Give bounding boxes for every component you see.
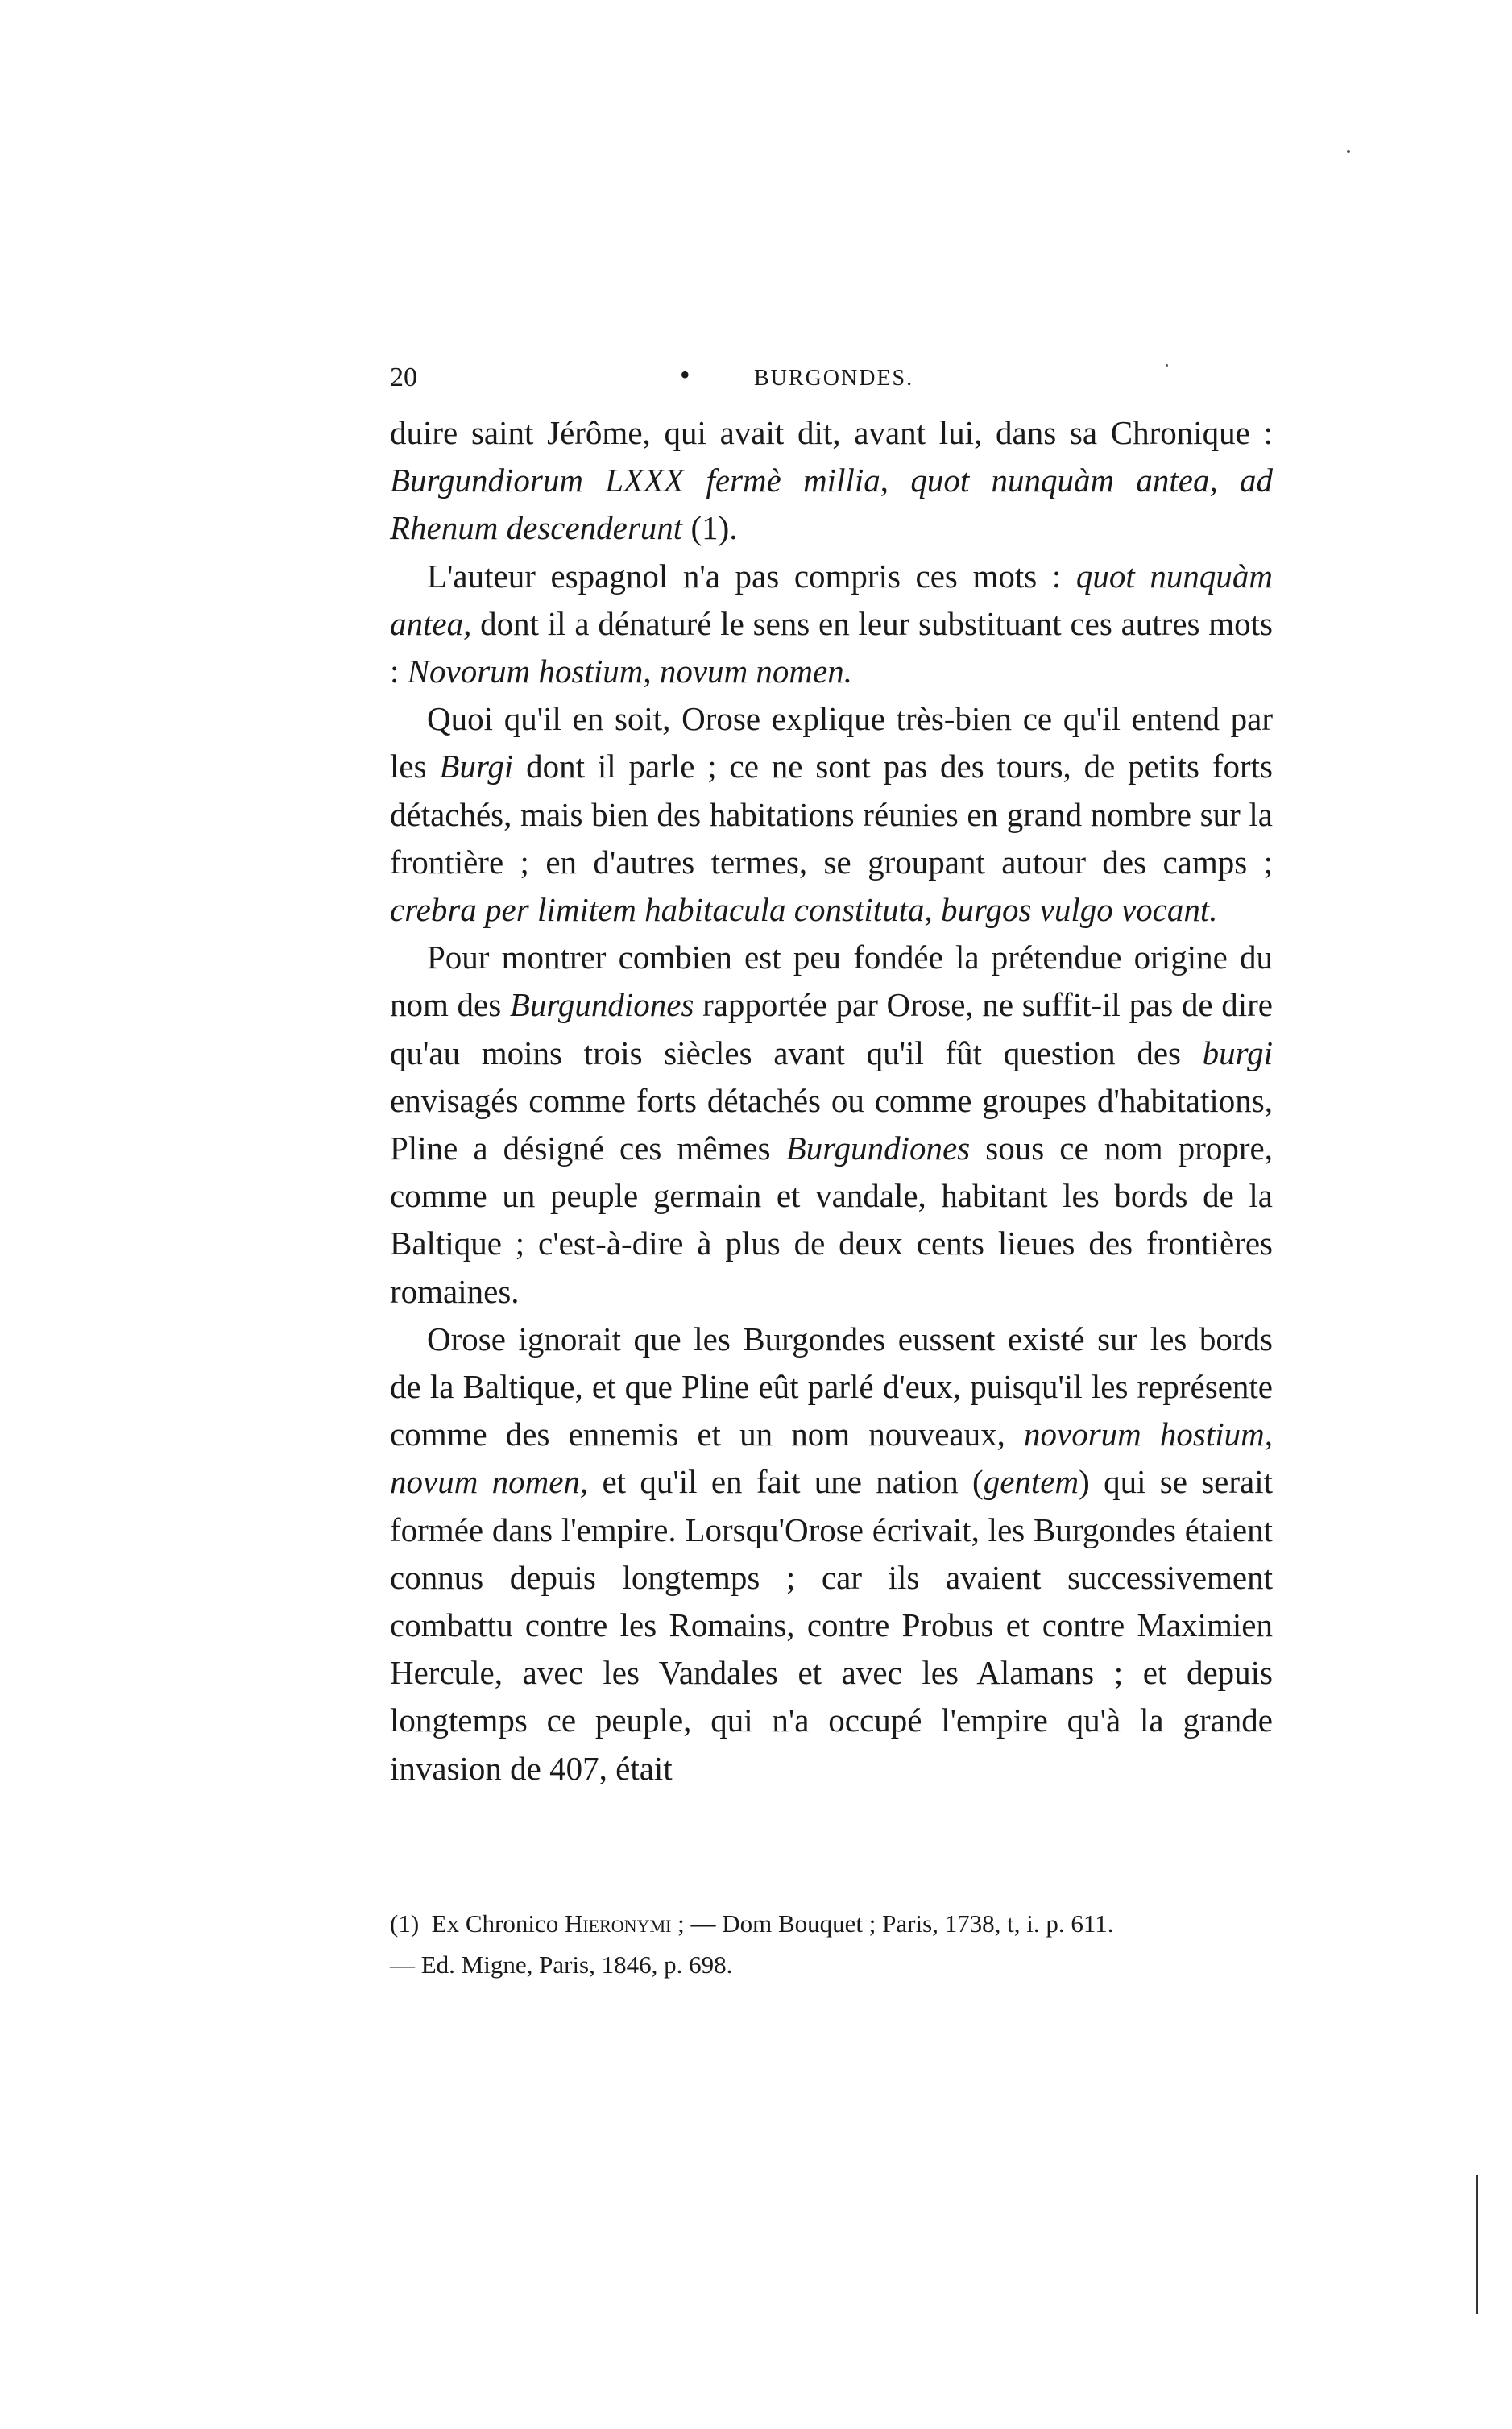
latin-word: Burgundiones: [785, 1130, 971, 1167]
body-text: [390, 409, 1273, 1793]
text-run: Pour montrer combien est peu fondée la prétendue origine du nom des: [390, 939, 1273, 1024]
latin-quote: novum nomen.: [659, 653, 852, 690]
latin-quote: quot nunquàm antea,: [390, 557, 1274, 642]
text-run: dont il parle ; ce ne sont pas des tours, de petits forts détachés, mais bien des habitations réunies en grand nombre sur la frontière ; en d'autres termes, se groupant autour des camps ;: [390, 748, 1274, 881]
running-title: BURGONDES.: [754, 366, 914, 391]
footnote-line: [390, 1903, 1273, 1944]
latin-word: Burgi: [439, 748, 514, 785]
text-run: ) qui se serait formée dans l'empire. Lorsqu'Orose écrivait, les Burgondes étaient connus depuis longtemps ; car ils avaient successivement combattu contre les Romains, contre Probus et contre Maximien Hercule, avec les Vandales et avec les Alamans ; et depuis longtemps ce peuple, qui n'a occupé l'empire qu'à la grande invasion de 407, était: [390, 1463, 1273, 1787]
text-run: Quoi qu'il en soit, Orose explique très-bien ce qu'il entend par les: [390, 700, 1273, 785]
text-run: sous ce nom propre, comme un peuple germain et vandale, habitant les bords de la Baltique ; c'est-à-dire à plus de deux cents lieues des frontières romaines.: [390, 1130, 1273, 1310]
footnote-text: ; — Dom Bouquet ; Paris, 1738, t, i. p. 611.: [671, 1909, 1114, 1938]
footnote-marker: (1): [390, 1909, 420, 1938]
paragraph: [390, 695, 1273, 934]
latin-quote: crebra per limitem habitacula constituta, burgos vulgo vocant.: [390, 891, 1218, 929]
latin-quote: Burgundiorum LXXX fermè millia: [390, 462, 880, 499]
margin-rule: [1476, 2175, 1478, 2314]
latin-word: burgi: [1202, 1034, 1273, 1071]
text-run: Orose ignorait que les Burgondes eussent existé sur les bords de la Baltique, et que Pline eût parlé d'eux, puisqu'il les représente comme des ennemis et un nom nouveaux,: [390, 1320, 1273, 1453]
latin-quote: Novorum hostium: [407, 653, 644, 690]
page-number: 20: [390, 363, 417, 392]
latin-word: Burgundiones: [509, 986, 694, 1024]
scan-speck: [1166, 364, 1168, 367]
text-run: ,: [880, 462, 911, 499]
text-run: duire saint Jérôme, qui avait dit, avant lui, dans sa Chronique :: [390, 414, 1273, 451]
footnotes: [390, 1903, 1273, 1985]
text-run: L'auteur espagnol n'a pas compris ces mots :: [427, 557, 1076, 595]
footnote: [390, 1903, 1273, 1985]
text-run: ,: [643, 653, 660, 690]
paragraph: [390, 1316, 1273, 1793]
text-run: rapportée par Orose, ne suffit-il pas de dire qu'au moins trois siècles avant qu'il fût question des: [390, 986, 1274, 1071]
running-head: [390, 359, 1273, 395]
footnote-line: — Ed. Migne, Paris, 1846, p. 698.: [390, 1950, 733, 1979]
paragraph: [390, 934, 1273, 1316]
footnote-reference: (1).: [682, 509, 738, 547]
scan-speck: [1347, 150, 1350, 153]
header-separator: •: [680, 359, 690, 391]
footnote-text: Ex Chronico: [431, 1909, 565, 1938]
text-run: envisagés comme forts détachés ou comme groupes d'habitations, Pline a désigné ces mêmes: [390, 1081, 1273, 1167]
paragraph: [390, 409, 1273, 553]
latin-quote: novorum hostium, novum nomen,: [390, 1416, 1274, 1501]
latin-quote: quot nunquàm antea, ad Rhenum descenderunt: [390, 462, 1274, 547]
text-run: dont il a dénaturé le sens en leur substituant ces autres mots :: [390, 604, 1273, 690]
text-run: et qu'il en fait une nation (: [588, 1463, 984, 1501]
footnote-author: Hieronymi: [564, 1909, 672, 1938]
latin-word: gentem: [983, 1463, 1079, 1501]
paragraph: [390, 553, 1273, 696]
